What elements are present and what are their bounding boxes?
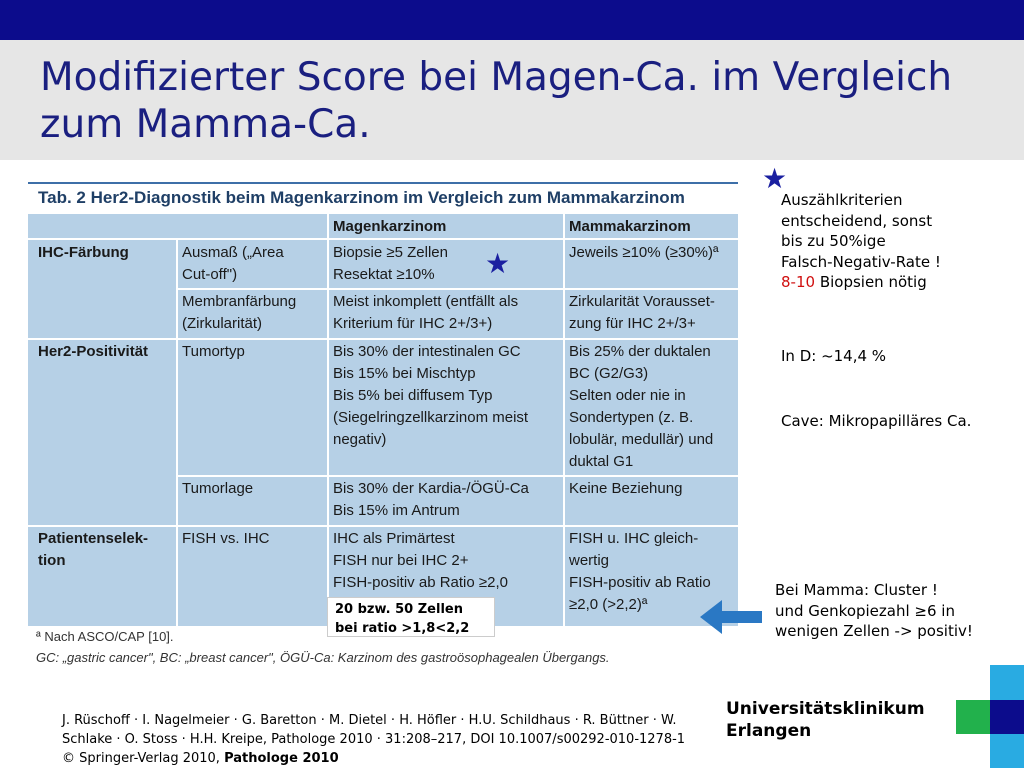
note-line: Bei Mamma: Cluster ! — [775, 581, 938, 599]
top-bar — [0, 0, 1024, 40]
note-line: entscheidend, sonst — [781, 211, 933, 230]
slide-title: Modifizierter Score bei Magen-Ca. im Vergleich zum Mamma-Ca. — [40, 55, 953, 147]
table-caption-text: Tab. 2 Her2-Diagnostik beim Magenkarzinom im Vergleich zum Mammakarzinom — [38, 188, 685, 207]
table-caption — [28, 182, 738, 216]
note-line: bis zu 50%ige — [781, 232, 886, 250]
table-cell-mamma: Keine Beziehung — [569, 480, 683, 497]
table-cell-sub: Tumortyp — [182, 343, 245, 360]
star-icon: ★ — [485, 247, 511, 280]
biopsy-count: 8-10 — [781, 273, 816, 291]
footnote-abbreviations: GC: „gastric cancer", BC: „breast cancer", ÖGÜ-Ca: Karzinom des gastroösophagealen Übergangs. — [36, 650, 610, 665]
her2-table — [28, 182, 738, 665]
table-cell-magen: Meist inkomplett (entfällt als Kriterium für IHC 2+/3+) — [333, 293, 519, 332]
citation-journal: Pathologe 2010 — [224, 751, 339, 766]
star-icon: ★ — [762, 162, 788, 195]
table-cell-sub: FISH vs. IHC — [182, 530, 270, 547]
cell-count-line2: bei ratio >1,8<2,2 — [335, 621, 470, 636]
col-header-magen: Magenkarzinom — [333, 218, 447, 235]
table-cell-magen: Bis 30% der Kardia-/ÖGÜ-Ca Bis 15% im Antrum — [333, 480, 529, 519]
table-cell-mamma: FISH u. IHC gleich-wertig FISH-positiv ab Ratio ≥2,0 (>2,2)ª — [569, 530, 711, 613]
note-count-criteria — [781, 190, 941, 293]
note-line: Falsch-Negativ-Rate ! — [781, 252, 941, 271]
citation — [62, 711, 692, 768]
logo-square-cyan — [990, 734, 1024, 768]
table-cell-magen: IHC als Primärtest FISH nur bei IHC 2+ FISH-positiv ab Ratio ≥2,0 — [333, 530, 508, 591]
table-cell-group: Patientenselek-tion — [38, 530, 149, 569]
table-body — [28, 214, 738, 626]
citation-authors: J. Rüschoff · I. Nagelmeier · G. Baretton · M. Dietel · H. Höfler · H.U. Schildhaus · R. Büttner · W. Schlake · O. Stoss · H.H. Kreipe, Pathologe 2010 · 31:208–217, DOI 10.1007/s00292-010-1278-1 © Springer-Verlag 2010, — [62, 713, 686, 766]
table-cell-sub: Membranfärbung (Zirkularität) — [182, 293, 297, 332]
table-cell-mamma: Jeweils ≥10% (≥30%)ª — [569, 244, 719, 261]
row-divider — [176, 288, 738, 290]
table-cell-group: IHC-Färbung — [38, 244, 129, 261]
row-divider — [176, 475, 738, 477]
note-germany: In D: ~14,4 % — [781, 347, 887, 365]
note-line: und Genkopiezahl ≥6 in — [775, 601, 955, 620]
table-cell-group: Her2-Positivität — [38, 343, 149, 360]
biopsy-text: Biopsien nötig — [815, 273, 927, 291]
cell-count-line1: 20 bzw. 50 Zellen — [335, 602, 463, 617]
column-divider — [327, 214, 329, 626]
note-cave: Cave: Mikropapilläres Ca. — [781, 412, 972, 430]
note-line: Auszählkriterien — [781, 191, 903, 209]
table-cell-sub: Ausmaß („Area Cut-off") — [182, 244, 284, 283]
note-biopsies — [781, 272, 941, 293]
footnote-asco: ª Nach ASCO/CAP [10]. — [36, 629, 174, 644]
table-footnotes — [36, 626, 610, 668]
cell-count-box — [327, 597, 495, 637]
logo-square-green — [956, 700, 990, 734]
left-arrow-icon — [700, 600, 762, 634]
column-divider — [176, 238, 178, 626]
column-divider — [563, 214, 565, 626]
table-cell-magen: Biopsie ≥5 Zellen Resektat ≥10% — [333, 244, 448, 283]
col-header-mamma: Mammakarzinom — [569, 218, 691, 235]
table-cell-sub: Tumorlage — [182, 480, 254, 497]
table-cell-mamma: Bis 25% der duktalen BC (G2/G3) Selten oder nie in Sondertypen (z. B. lobulär, medullär) und duktal G1 — [569, 343, 714, 470]
institution-line1: Universitätsklinikum — [726, 699, 925, 719]
institution-line2: Erlangen — [726, 721, 812, 741]
institution-name — [726, 698, 925, 742]
logo-square-cyan — [990, 665, 1024, 700]
row-divider — [28, 525, 738, 527]
note-mamma — [775, 580, 973, 642]
logo-square-navy — [990, 700, 1024, 734]
note-line: wenigen Zellen -> positiv! — [775, 622, 973, 640]
row-divider — [28, 338, 738, 340]
table-cell-magen: Bis 30% der intestinalen GC Bis 15% bei Mischtyp Bis 5% bei diffusem Typ (Siegelringzellkarzinom meist negativ) — [333, 343, 529, 448]
row-divider — [28, 238, 738, 240]
table-cell-mamma: Zirkularität Vorausset-zung für IHC 2+/3+ — [569, 293, 715, 332]
